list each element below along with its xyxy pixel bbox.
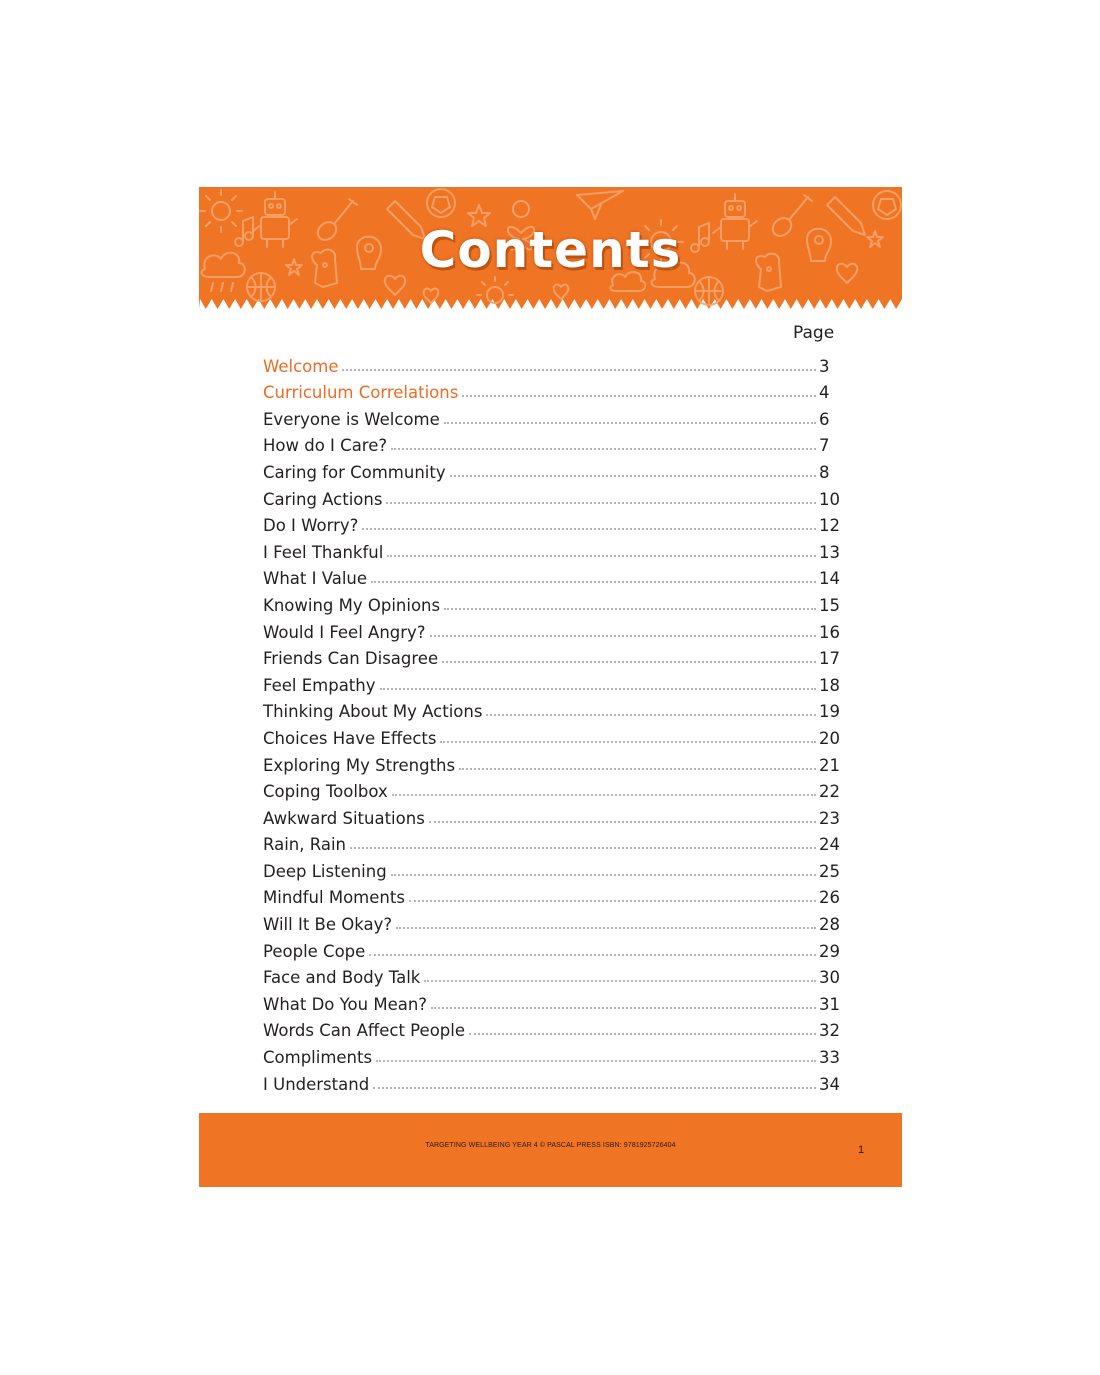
toc-dot-leader bbox=[387, 554, 816, 557]
toc-entry-page-number: 8 bbox=[819, 462, 830, 482]
toc-entry bbox=[263, 376, 843, 403]
toc-entry-page-number: 10 bbox=[819, 489, 840, 509]
toc-entry bbox=[263, 429, 843, 456]
toc-entry-page-number: 24 bbox=[819, 835, 840, 855]
toc-entry-title: I Understand bbox=[263, 1074, 370, 1094]
toc-entry-page-number: 7 bbox=[819, 436, 830, 456]
toc-entry-page-number: 15 bbox=[819, 595, 840, 615]
toc-entry-page-number: 17 bbox=[819, 649, 840, 669]
toc-entry-title: Deep Listening bbox=[263, 861, 387, 881]
toc-entry-title: Curriculum Correlations bbox=[263, 383, 459, 403]
toc-dot-leader bbox=[444, 421, 816, 424]
toc-entry-title: Exploring My Strengths bbox=[263, 755, 456, 775]
toc-entry bbox=[263, 881, 843, 908]
toc-entry-title: Thinking About My Actions bbox=[263, 702, 483, 722]
toc-dot-leader bbox=[386, 501, 816, 504]
toc-entry-title: Caring Actions bbox=[263, 489, 383, 509]
toc-dot-leader bbox=[371, 580, 816, 583]
toc-dot-leader bbox=[369, 953, 816, 956]
document-page bbox=[199, 187, 902, 1187]
toc-dot-leader bbox=[396, 926, 816, 929]
toc-dot-leader bbox=[450, 474, 816, 477]
toc-entry bbox=[263, 1040, 843, 1067]
toc-entry-page-number: 20 bbox=[819, 728, 840, 748]
toc-entry bbox=[263, 562, 843, 589]
toc-entry-page-number: 32 bbox=[819, 1021, 840, 1041]
toc-entry-title: Face and Body Talk bbox=[263, 968, 421, 988]
toc-dot-leader bbox=[459, 767, 816, 770]
toc-entry-title: What Do You Mean? bbox=[263, 994, 428, 1014]
toc-dot-leader bbox=[391, 447, 816, 450]
toc-dot-leader bbox=[462, 394, 816, 397]
toc-entry-title: People Cope bbox=[263, 941, 366, 961]
toc-entry bbox=[263, 642, 843, 669]
toc-entry bbox=[263, 721, 843, 748]
toc-entry-title: What I Value bbox=[263, 569, 368, 589]
toc-entry bbox=[263, 588, 843, 615]
toc-entry-page-number: 14 bbox=[819, 569, 840, 589]
toc-entry bbox=[263, 775, 843, 802]
toc-entry-page-number: 13 bbox=[819, 542, 840, 562]
toc-entry-title: Compliments bbox=[263, 1048, 373, 1068]
page-column-label: Page bbox=[793, 323, 835, 343]
toc-entry bbox=[263, 455, 843, 482]
toc-entry-page-number: 29 bbox=[819, 941, 840, 961]
footer-copyright: TARGETING WELLBEING YEAR 4 © PASCAL PRESS ISBN: 9781925726404 bbox=[425, 1142, 676, 1149]
toc-dot-leader bbox=[350, 846, 816, 849]
toc-entry-title: Friends Can Disagree bbox=[263, 649, 439, 669]
toc-dot-leader bbox=[392, 793, 816, 796]
toc-entry bbox=[263, 934, 843, 961]
toc-entry bbox=[263, 1067, 843, 1094]
toc-entry-page-number: 28 bbox=[819, 915, 840, 935]
toc-dot-leader bbox=[429, 820, 816, 823]
toc-entry-page-number: 26 bbox=[819, 888, 840, 908]
table-of-contents bbox=[263, 349, 843, 1094]
toc-entry-title: I Feel Thankful bbox=[263, 542, 384, 562]
toc-entry bbox=[263, 695, 843, 722]
toc-entry bbox=[263, 907, 843, 934]
toc-dot-leader bbox=[440, 740, 816, 743]
contents-header-banner bbox=[199, 187, 902, 313]
toc-entry-page-number: 21 bbox=[819, 755, 840, 775]
toc-entry-title: Would I Feel Angry? bbox=[263, 622, 426, 642]
toc-dot-leader bbox=[444, 607, 816, 610]
toc-entry-title: Rain, Rain bbox=[263, 835, 346, 855]
toc-entry-title: Welcome bbox=[263, 356, 339, 376]
basketball-icon bbox=[695, 277, 723, 305]
toc-entry-title: Knowing My Opinions bbox=[263, 595, 441, 615]
toc-entry bbox=[263, 668, 843, 695]
toc-entry bbox=[263, 615, 843, 642]
toc-entry bbox=[263, 854, 843, 881]
toc-entry-title: Will It Be Okay? bbox=[263, 915, 393, 935]
toc-dot-leader bbox=[376, 1059, 816, 1062]
toc-dot-leader bbox=[430, 634, 816, 637]
toc-entry-page-number: 23 bbox=[819, 808, 840, 828]
toc-entry-page-number: 4 bbox=[819, 383, 830, 403]
toc-entry bbox=[263, 748, 843, 775]
toc-entry-title: Awkward Situations bbox=[263, 808, 425, 828]
toc-entry-title: Coping Toolbox bbox=[263, 782, 388, 802]
toc-entry-page-number: 25 bbox=[819, 861, 840, 881]
toc-entry-page-number: 18 bbox=[819, 675, 840, 695]
toc-entry-title: How do I Care? bbox=[263, 436, 388, 456]
page-title: Contents bbox=[419, 221, 682, 279]
toc-entry-page-number: 19 bbox=[819, 702, 840, 722]
toc-entry-page-number: 12 bbox=[819, 516, 840, 536]
toc-dot-leader bbox=[469, 1032, 816, 1035]
toc-dot-leader bbox=[380, 687, 817, 690]
toc-entry-page-number: 30 bbox=[819, 968, 840, 988]
toc-entry bbox=[263, 349, 843, 376]
toc-entry bbox=[263, 1014, 843, 1041]
toc-dot-leader bbox=[486, 713, 816, 716]
toc-entry-title: Mindful Moments bbox=[263, 888, 405, 908]
toc-entry-title: Choices Have Effects bbox=[263, 728, 437, 748]
toc-entry-title: Caring for Community bbox=[263, 462, 446, 482]
toc-entry-title: Feel Empathy bbox=[263, 675, 376, 695]
toc-dot-leader bbox=[391, 873, 816, 876]
toc-entry-page-number: 3 bbox=[819, 356, 830, 376]
toc-entry bbox=[263, 509, 843, 536]
toc-entry bbox=[263, 987, 843, 1014]
toc-dot-leader bbox=[431, 1006, 816, 1009]
toc-entry-page-number: 6 bbox=[819, 409, 830, 429]
toc-dot-leader bbox=[362, 527, 816, 530]
toc-entry bbox=[263, 402, 843, 429]
toc-dot-leader bbox=[342, 368, 816, 371]
toc-dot-leader bbox=[373, 1086, 816, 1089]
toc-entry-page-number: 16 bbox=[819, 622, 840, 642]
toc-dot-leader bbox=[409, 899, 816, 902]
toc-entry-page-number: 31 bbox=[819, 994, 840, 1014]
toc-entry bbox=[263, 801, 843, 828]
toc-entry-title: Words Can Affect People bbox=[263, 1021, 465, 1041]
toc-dot-leader bbox=[424, 979, 816, 982]
toc-entry-title: Do I Worry? bbox=[263, 516, 359, 536]
toc-entry-page-number: 33 bbox=[819, 1048, 840, 1068]
toc-entry bbox=[263, 961, 843, 988]
page-footer bbox=[199, 1113, 902, 1187]
toc-entry bbox=[263, 535, 843, 562]
toc-entry-page-number: 34 bbox=[819, 1074, 840, 1094]
toc-entry-page-number: 22 bbox=[819, 782, 840, 802]
footer-page-number: 1 bbox=[858, 1144, 865, 1156]
toc-entry bbox=[263, 482, 843, 509]
toc-entry bbox=[263, 828, 843, 855]
toc-dot-leader bbox=[442, 660, 816, 663]
toc-entry-title: Everyone is Welcome bbox=[263, 409, 440, 429]
